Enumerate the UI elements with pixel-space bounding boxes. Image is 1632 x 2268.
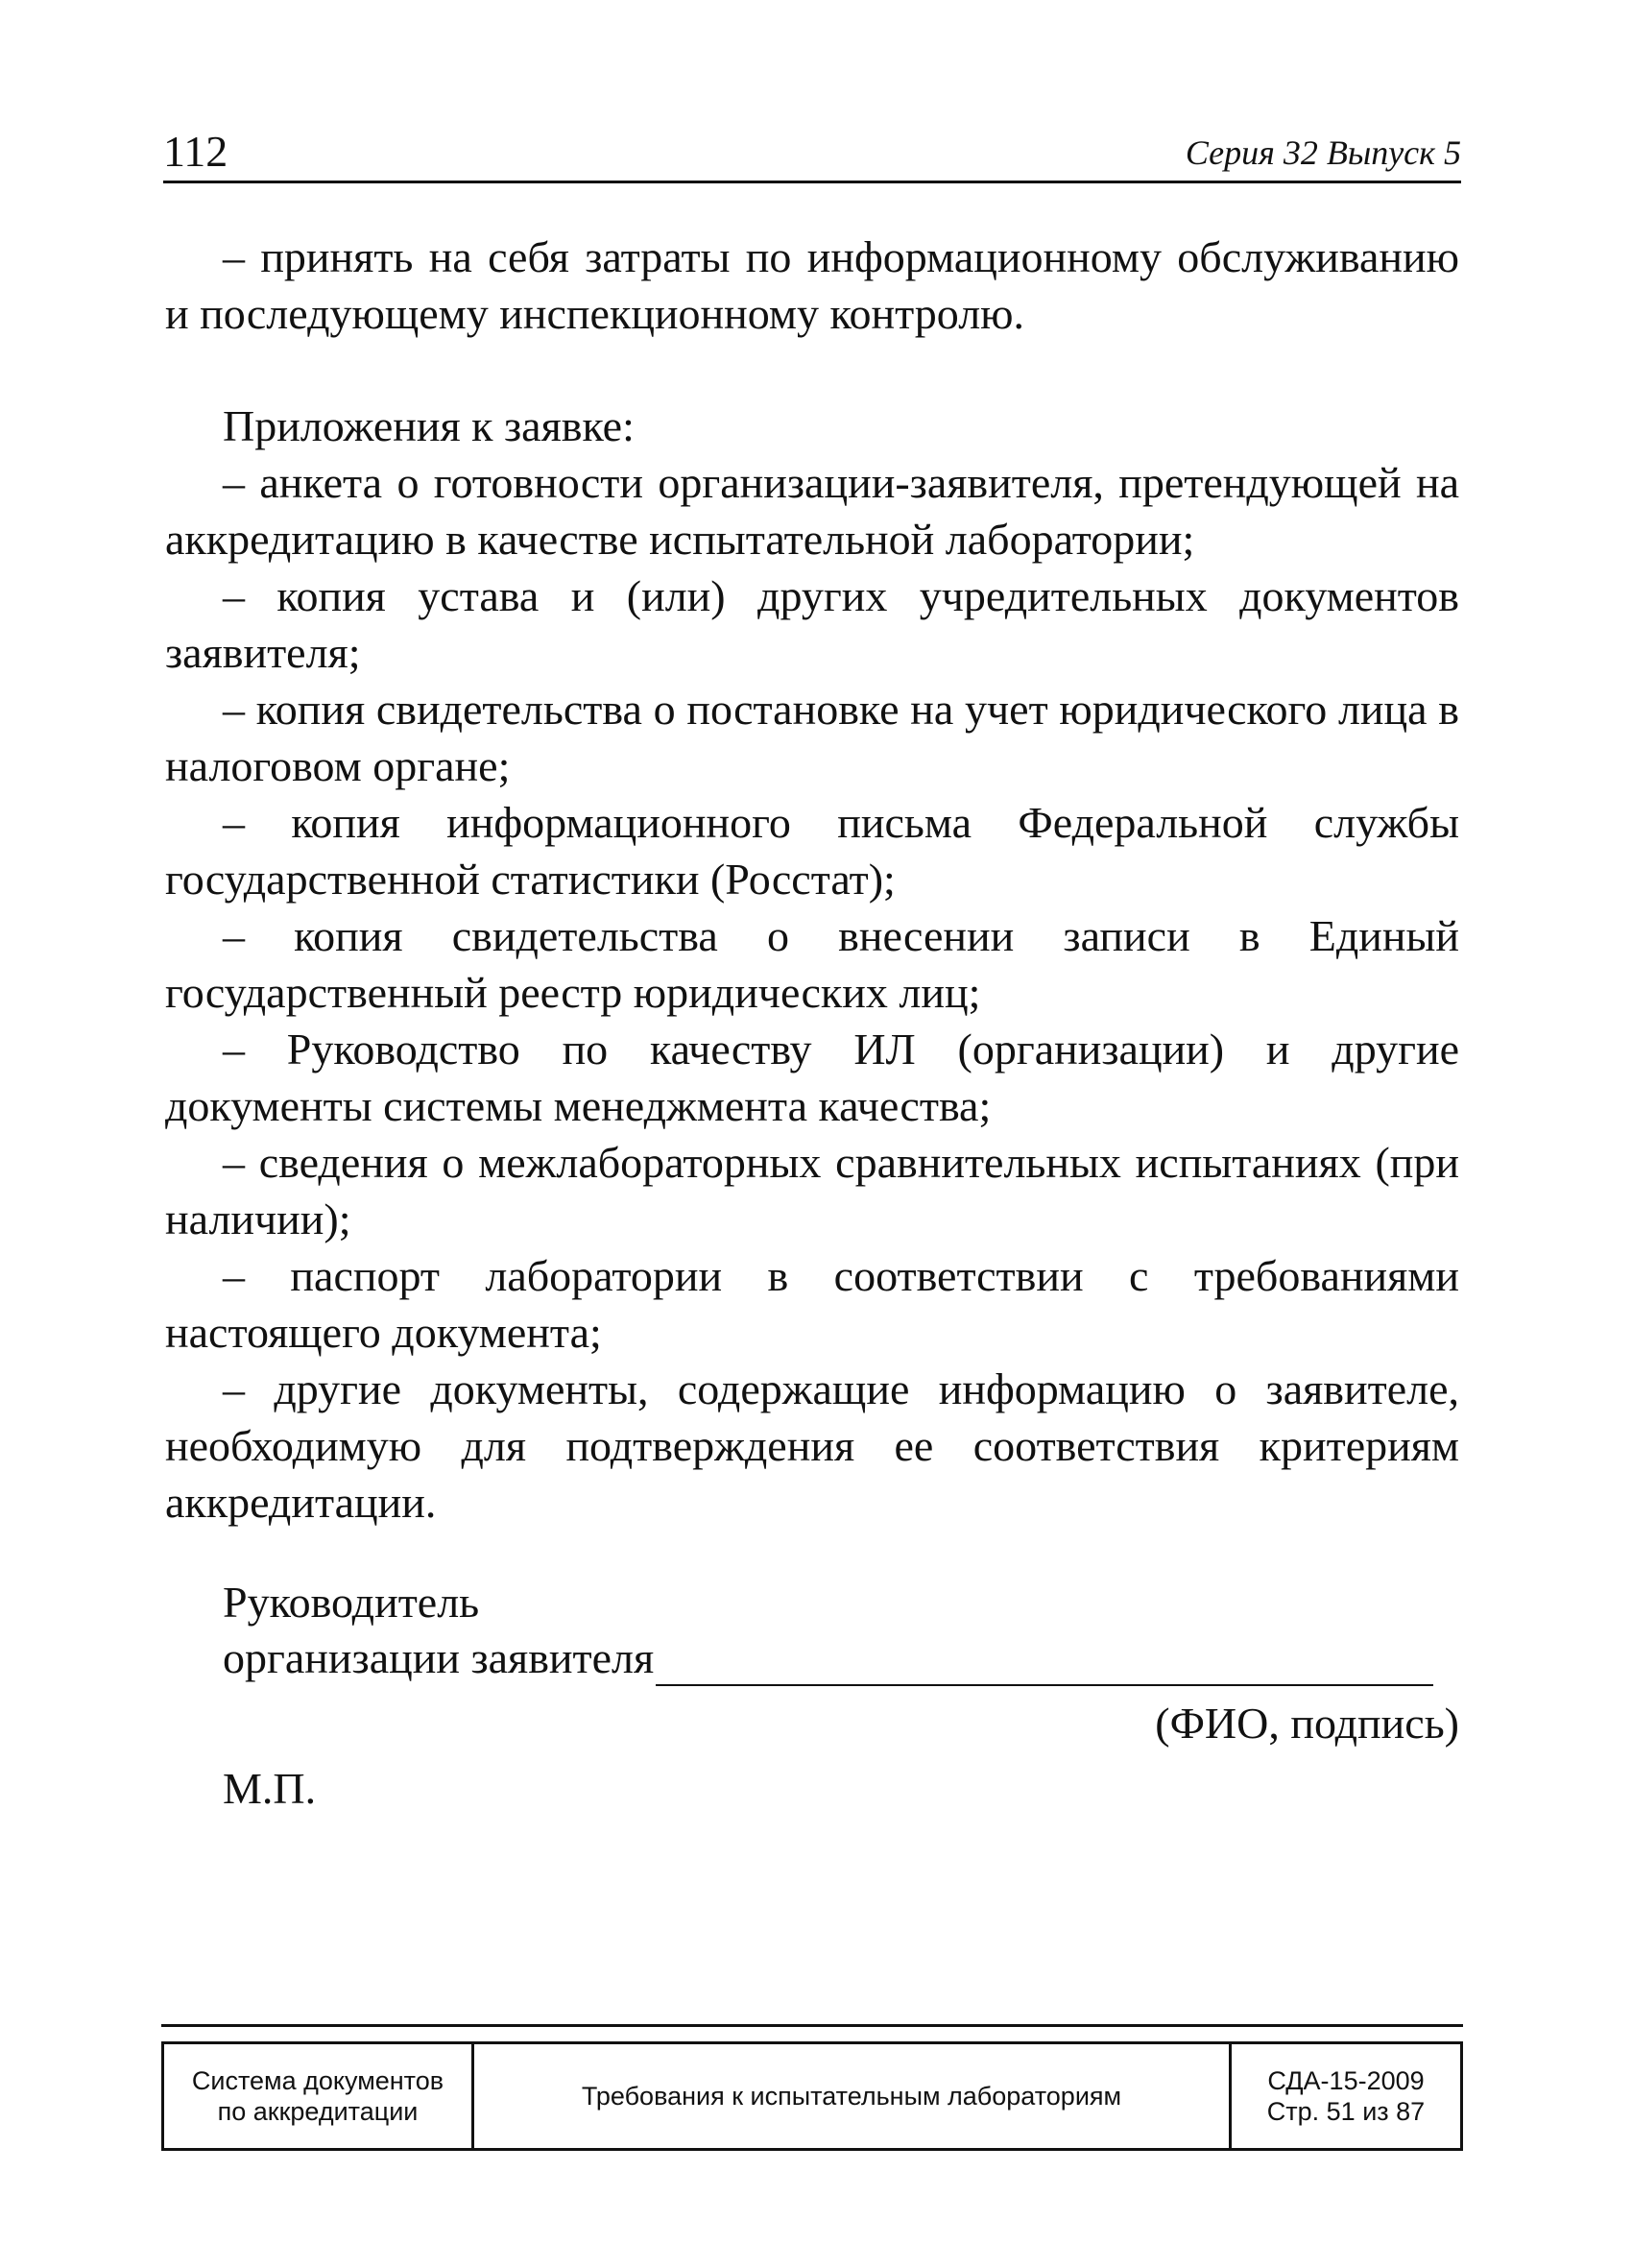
footer-doc-code: СДА-15-2009 <box>1267 2066 1425 2095</box>
page-number: 112 <box>163 127 228 176</box>
signature-block <box>223 1575 1461 1817</box>
list-item: – анкета о готовности организации-заявителя, претендующей на аккредитацию в качестве испытательной лаборатории; <box>165 458 1459 564</box>
list-item: – другие документы, содержащие информацию о заявителе, необходимую для подтверждения ее соответствия критериям аккредитации. <box>165 1364 1459 1527</box>
list-item: – копия свидетельства о внесении записи в Единый государственный реестр юридических лиц; <box>165 911 1459 1017</box>
list-item: – копия свидетельства о постановке на учет юридического лица в налоговом органе; <box>165 685 1459 790</box>
footer-system-line1: Система документов <box>191 2066 444 2095</box>
footer-page-count: Стр. 51 из 87 <box>1266 2097 1426 2126</box>
list-item: – копия устава и (или) других учредительных документов заявителя; <box>165 571 1459 677</box>
appendix-heading: Приложения к заявке: <box>223 401 635 450</box>
footer-system-cell <box>164 2044 474 2148</box>
footer-code-cell <box>1232 2044 1460 2148</box>
list-item: – паспорт лаборатории в соответствии с требованиями настоящего документа; <box>165 1251 1459 1357</box>
signature-title: Руководитель <box>223 1578 480 1627</box>
document-body <box>165 229 1459 1531</box>
signature-row <box>223 1630 1461 1686</box>
list-item: – сведения о межлабораторных сравнительных испытаниях (при наличии); <box>165 1138 1459 1243</box>
footer-title-cell <box>474 2044 1232 2148</box>
footer-divider <box>161 2024 1463 2027</box>
series-label: Серия 32 Выпуск 5 <box>1185 133 1461 172</box>
list-item: – копия информационного письма Федеральной службы государственной статистики (Росстат); <box>165 798 1459 904</box>
signature-org-label: организации заявителя <box>223 1633 655 1682</box>
signature-line <box>656 1642 1433 1686</box>
footer-system-line2: по аккредитации <box>217 2097 419 2126</box>
paragraph: – принять на себя затраты по информационному обслуживанию и последующему инспекционному контролю. <box>165 232 1459 338</box>
stamp-label: М.П. <box>223 1764 317 1813</box>
footer-title: Требования к испытательным лабораториям <box>581 2082 1122 2111</box>
list-item: – Руководство по качеству ИЛ (организации) и другие документы системы менеджмента качества; <box>165 1025 1459 1130</box>
signature-hint: (ФИО, подпись) <box>1155 1699 1459 1748</box>
page-footer <box>161 2041 1463 2151</box>
page-header <box>163 123 1461 183</box>
